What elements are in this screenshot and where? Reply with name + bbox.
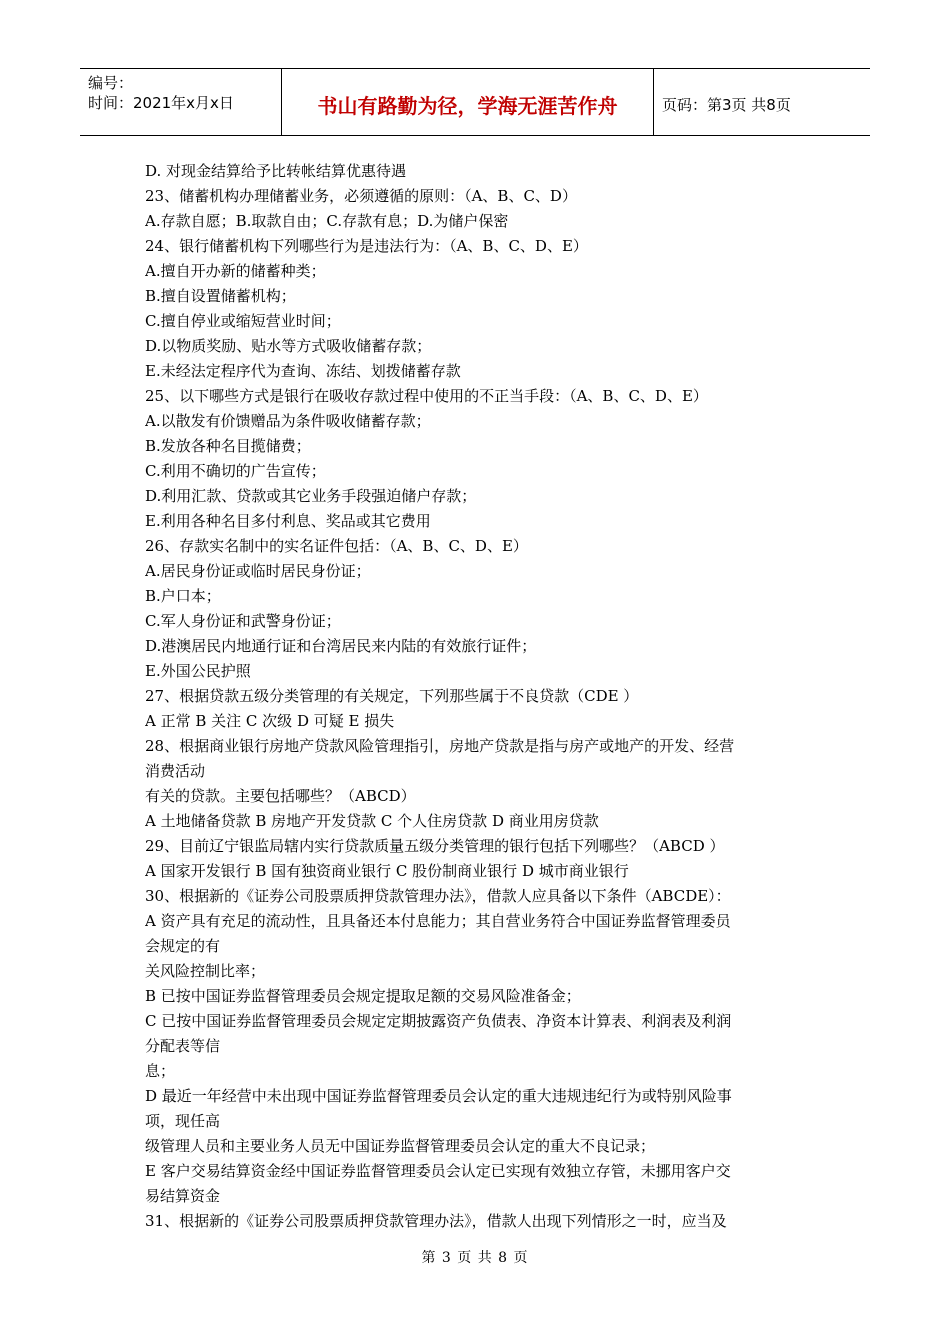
text-line: A 国家开发银行 B 国有独资商业银行 C 股份制商业银行 D 城市商业银行 xyxy=(145,862,629,880)
text-line: C.利用不确切的广告宣传； xyxy=(145,462,326,480)
text-line: B 已按中国证券监督管理委员会规定提取足额的交易风险准备金； xyxy=(145,987,581,1005)
text-line: A.擅自开办新的储蓄种类； xyxy=(145,262,326,280)
text-line: 消费活动 xyxy=(145,762,206,780)
text-line: D.以物质奖励、贴水等方式吸收储蓄存款； xyxy=(145,337,432,355)
text-line: E.外国公民护照 xyxy=(145,662,251,680)
text-line: E 客户交易结算资金经中国证券监督管理委员会认定已实现有效独立存管，未挪用客户交 xyxy=(145,1162,731,1180)
text-line: 24、银行储蓄机构下列哪些行为是违法行为：（A、B、C、D、E） xyxy=(145,237,588,255)
text-line: 项，现任高 xyxy=(145,1112,221,1130)
text-line: A.居民身份证或临时居民身份证； xyxy=(145,562,371,580)
code-label: 编号： xyxy=(88,74,134,92)
text-line: D.利用汇款、贷款或其它业务手段强迫储户存款； xyxy=(145,487,477,505)
header-motto: 书山有路勤为径，学海无涯苦作舟 xyxy=(282,69,654,135)
header-meta xyxy=(80,69,282,135)
text-line: B.户口本； xyxy=(145,587,221,605)
time-label: 时间：2021年x月x日 xyxy=(88,94,234,112)
text-line: C.擅自停业或缩短营业时间； xyxy=(145,312,341,330)
text-line: A.以散发有价馈赠品为条件吸收储蓄存款； xyxy=(145,412,431,430)
text-line: 会规定的有 xyxy=(145,937,221,955)
text-line: E.未经法定程序代为查询、冻结、划拨储蓄存款 xyxy=(145,362,461,380)
text-line: 息； xyxy=(145,1062,176,1080)
text-line: 级管理人员和主要业务人员无中国证券监督管理委员会认定的重大不良记录； xyxy=(145,1137,656,1155)
text-line: D. 对现金结算给予比转帐结算优惠待遇 xyxy=(145,162,407,180)
document-body xyxy=(145,159,813,1234)
text-line: 有关的贷款。主要包括哪些？（ABCD） xyxy=(145,787,416,805)
text-line: 分配表等信 xyxy=(145,1037,221,1055)
text-line: 易结算资金 xyxy=(145,1187,221,1205)
text-line: D.港澳居民内地通行证和台湾居民来内陆的有效旅行证件； xyxy=(145,637,537,655)
page-header xyxy=(80,68,870,136)
text-line: 30、根据新的《证券公司股票质押贷款管理办法》，借款人应具备以下条件（ABCDE）： xyxy=(145,887,731,905)
text-line: 26、存款实名制中的实名证件包括：（A、B、C、D、E） xyxy=(145,537,528,555)
page-footer: 第 3 页 共 8 页 xyxy=(421,1250,529,1266)
text-line: 29、目前辽宁银监局辖内实行贷款质量五级分类管理的银行包括下列哪些？（ABCD ） xyxy=(145,837,725,855)
text-line: E.利用各种名目多付利息、奖品或其它费用 xyxy=(145,512,431,530)
text-line: A 土地储备贷款 B 房地产开发贷款 C 个人住房贷款 D 商业用房贷款 xyxy=(145,812,599,830)
text-line: C 已按中国证券监督管理委员会规定定期披露资产负债表、净资本计算表、利润表及利润 xyxy=(145,1012,732,1030)
text-line: 25、以下哪些方式是银行在吸收存款过程中使用的不正当手段：（A、B、C、D、E） xyxy=(145,387,708,405)
text-line: 关风险控制比率； xyxy=(145,962,266,980)
text-line: B.擅自设置储蓄机构； xyxy=(145,287,296,305)
text-line: A 资产具有充足的流动性，且具备还本付息能力；其自营业务符合中国证券监督管理委员 xyxy=(145,912,731,930)
text-line: C.军人身份证和武警身份证； xyxy=(145,612,341,630)
text-line: 28、根据商业银行房地产贷款风险管理指引，房地产贷款是指与房产或地产的开发、经营 xyxy=(145,737,735,755)
header-page-label: 页码：第3页 共8页 xyxy=(662,95,791,114)
text-line: A.存款自愿；B.取款自由；C.存款有息；D.为储户保密 xyxy=(145,212,509,230)
text-line: 31、根据新的《证券公司股票质押贷款管理办法》，借款人出现下列情形之一时，应当及 xyxy=(145,1212,727,1230)
text-line: B.发放各种名目揽储费； xyxy=(145,437,311,455)
text-line: 27、根据贷款五级分类管理的有关规定，下列那些属于不良贷款（CDE ） xyxy=(145,687,639,705)
text-line: D 最近一年经营中未出现中国证券监督管理委员会认定的重大违规违纪行为或特别风险事 xyxy=(145,1087,732,1105)
text-line: A 正常 B 关注 C 次级 D 可疑 E 损失 xyxy=(145,712,395,730)
text-line: 23、储蓄机构办理储蓄业务，必须遵循的原则：（A、B、C、D） xyxy=(145,187,577,205)
